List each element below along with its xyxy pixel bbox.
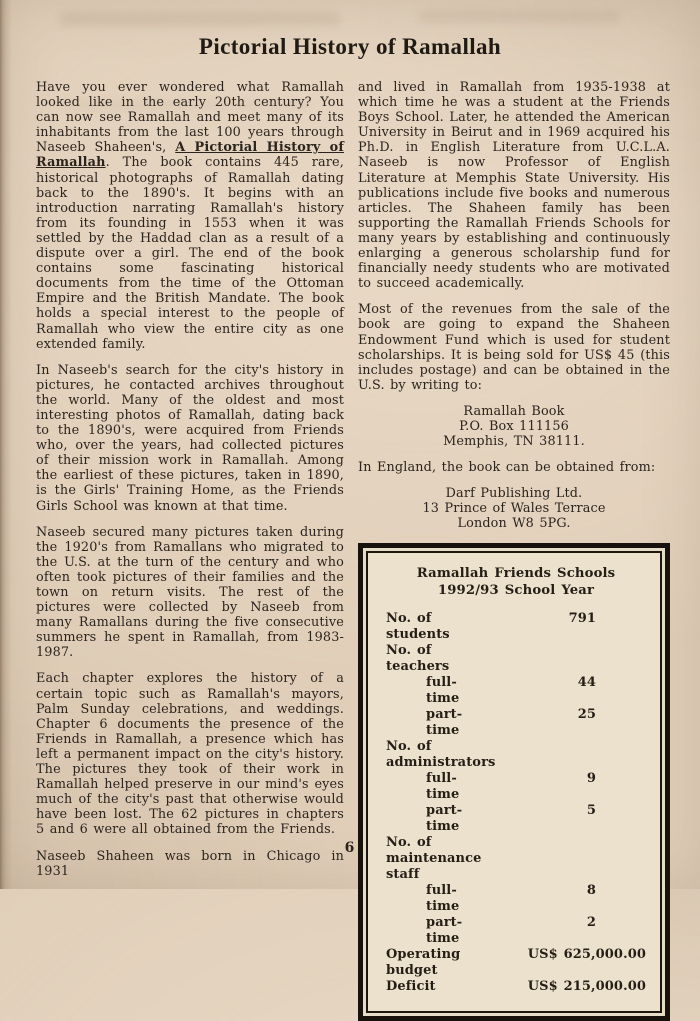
table-row: [386, 643, 646, 675]
row-label: No. of maintenance staff: [386, 834, 482, 882]
address-line: London W8 5PG.: [457, 516, 571, 532]
address-line: P.O. Box 111156: [459, 418, 569, 434]
paragraph: [36, 80, 344, 352]
paragraph: Each chapter explores the history of a certain topic such as Ramallah's mayors, Palm Sunday celebrations, and weddings. Chapter 6 documents the presence of the Friends in Ramallah, a presence which has left a permanent impact on the city's history. The pictures they took of their work in Ramallah helped preserve in our mind's eyes much of the city's past that otherwise would have been lost. The 62 pictures in chapters 5 and 6 were all obtained from the Friends.: [36, 671, 344, 838]
school-statistics-box-inner: [366, 551, 662, 1013]
address-line: 13 Prince of Wales Terrace: [422, 501, 606, 517]
paragraph: Most of the revenues from the sale of the book are going to expand the Shaheen Endowment Fund which is used for student scholarships. It is being sold for US$ 45 (this includes postage) and can be obtained in the U.S. by writing to:: [358, 302, 670, 393]
row-value: 25: [577, 706, 596, 722]
row-value: [495, 739, 646, 771]
paragraph: Naseeb Shaheen was born in Chicago in 1931: [36, 848, 344, 879]
row-label: No. of students: [386, 610, 450, 642]
paragraph: Naseeb secured many pictures taken during the 1920's from Ramallans who migrated to the U.S. at the turn of the century and who often took pictures of their families and the town on return visits. The rest of the pictures were collected by Naseeb from many Ramallans during the five consecutive summers he spent in Ramallah, from 1983-1987.: [36, 524, 344, 661]
row-value: 2: [586, 914, 596, 930]
table-row: [386, 611, 646, 643]
table-row: [386, 803, 646, 835]
left-column: [36, 80, 344, 1021]
paragraph-text: Have you ever wondered what Ramallah looked like in the early 20th century? You can now see Ramallah and meet many of its inhabitants from the last 100 years through Naseeb Shaheen's,: [36, 80, 344, 156]
row-value: 9: [586, 770, 596, 786]
two-column-article: [0, 60, 700, 1021]
row-value: [464, 643, 646, 675]
row-label: part-time: [426, 914, 463, 946]
row-value: 44: [577, 674, 596, 690]
paragraph: In Naseeb's search for the city's history in pictures, he contacted archives throughout the world. Many of the oldest and most interesting photos of Ramallah, dating back to the 1890's, were acquired from Friends who, over the years, had collected pictures of their mission work in Ramallah. Among the earliest of these pictures, taken in 1890, is the Girls' Training Home, as the Friends Girls School was known at that time.: [36, 362, 344, 514]
school-statistics-box: [358, 543, 670, 1021]
book-title-emphasis: A Pictorial History of Ramallah: [36, 140, 344, 171]
row-label: Operating budget: [386, 946, 461, 978]
info-box-title-line1: Ramallah Friends Schools: [416, 565, 616, 581]
paragraph: In England, the book can be obtained from:: [358, 460, 656, 476]
table-row: [386, 739, 646, 771]
info-box-title-line2: 1992/93 School Year: [437, 582, 595, 598]
row-value: US$ 215,000.00: [527, 978, 646, 994]
table-row: [386, 947, 646, 979]
info-box-title: [386, 565, 646, 599]
row-label: full-time: [426, 882, 460, 914]
table-row: [386, 883, 646, 915]
row-label: part-time: [426, 802, 463, 834]
row-value: 791: [568, 610, 596, 626]
table-row: [386, 979, 646, 995]
address-line: Darf Publishing Ltd.: [445, 486, 583, 502]
row-label: No. of teachers: [386, 642, 450, 674]
row-value: 8: [586, 882, 596, 898]
table-row: [386, 771, 646, 803]
address-line: Memphis, TN 38111.: [443, 434, 585, 450]
row-value: 5: [586, 802, 596, 818]
uk-address-block: [358, 486, 670, 531]
table-row: [386, 675, 646, 707]
page-number: 6: [344, 840, 356, 856]
table-row: [386, 915, 646, 947]
page-title: Pictorial History of Ramallah: [198, 34, 502, 59]
address-line: Ramallah Book: [463, 403, 565, 419]
row-value: US$ 625,000.00: [527, 946, 646, 962]
row-label: part-time: [426, 706, 463, 738]
row-label: No. of administrators: [386, 738, 496, 770]
us-address-block: [358, 404, 670, 449]
row-label: full-time: [426, 674, 460, 706]
row-label: full-time: [426, 770, 460, 802]
row-label: Deficit: [386, 978, 436, 994]
table-row: [386, 707, 646, 739]
paragraph: and lived in Ramallah from 1935-1938 at which time he was a student at the Friends Boys School. Later, he attended the American University in Beirut and in 1969 acquired his Ph.D. in English Literature from U.C.L.A. Naseeb is now Professor of English Literature at Memphis State University. His publications include five books and numerous articles. The Shaheen family has been supporting the Ramallah Friends Schools for many years by establishing and continuously enlarging a generous scholarship fund for financially needy students who are motivated to succeed academically.: [358, 80, 670, 292]
right-column: [358, 80, 670, 1021]
paragraph-text: . The book contains 445 rare, historical photographs of Ramallah dating back to the 1890's. It begins with an introduction narrating Ramallah's history from its founding in 1553 when it was settled by the Haddad clan as a result of a dispute over a girl. The end of the book contains some fascinating historical documents from the time of the Ottoman Empire and the British Mandate. The book holds a special interest to the people of Ramallah who view the entire city as one extended family.: [36, 155, 344, 352]
